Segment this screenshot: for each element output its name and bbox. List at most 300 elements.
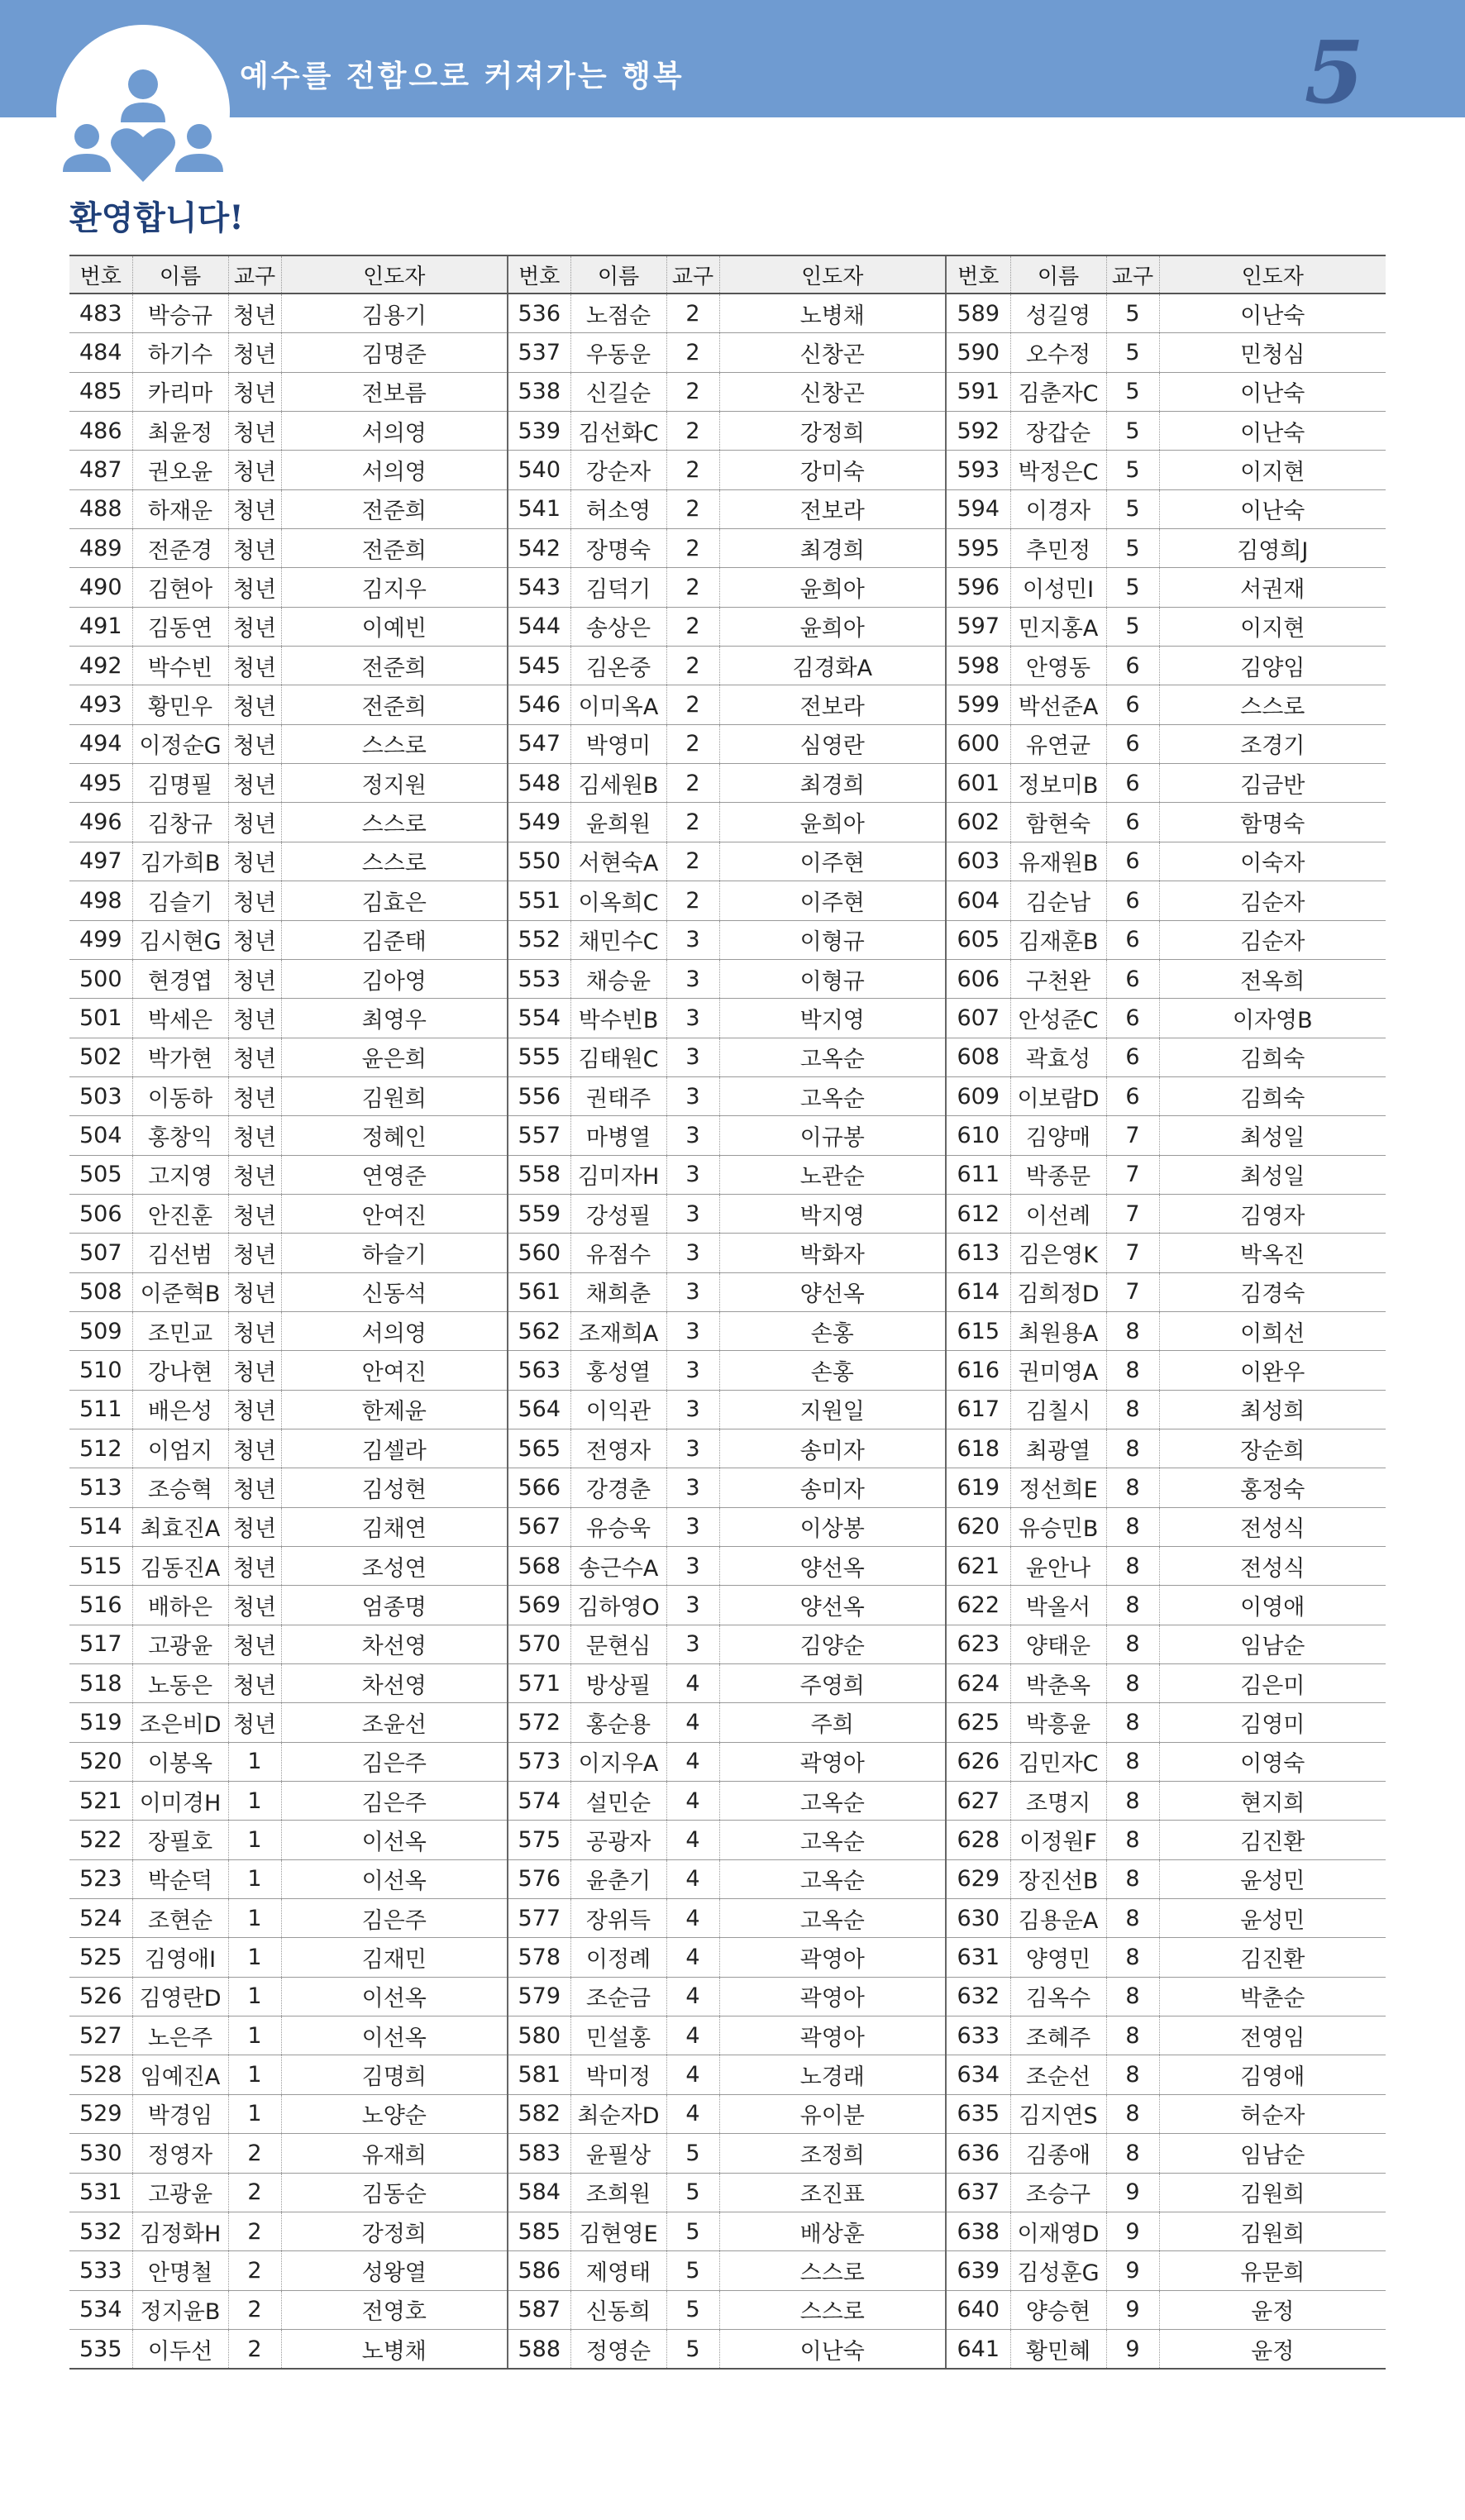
member-name: 박가현 (132, 1038, 228, 1076)
member-guide: 이주현 (719, 881, 946, 920)
member-parish: 8 (1106, 1664, 1159, 1703)
member-number: 637 (946, 2173, 1010, 2212)
member-parish: 5 (1106, 607, 1159, 646)
member-name: 고지영 (132, 1155, 228, 1194)
member-number: 494 (69, 724, 132, 763)
member-name: 고광윤 (132, 1625, 228, 1663)
member-name: 김선화C (570, 412, 666, 451)
table-row (69, 294, 1386, 333)
member-number: 603 (946, 842, 1010, 881)
member-number: 621 (946, 1547, 1010, 1586)
member-name: 김순남 (1010, 881, 1106, 920)
member-name: 권미영A (1010, 1351, 1106, 1390)
member-number: 492 (69, 647, 132, 685)
member-number: 540 (508, 451, 570, 489)
member-name: 박경임 (132, 2094, 228, 2133)
member-guide: 스스로 (281, 842, 508, 881)
member-number: 485 (69, 372, 132, 411)
member-name: 김세원B (570, 764, 666, 803)
member-parish: 6 (1106, 724, 1159, 763)
member-guide: 조윤선 (281, 1703, 508, 1742)
member-number: 547 (508, 724, 570, 763)
member-guide: 이규봉 (719, 1116, 946, 1155)
member-parish: 3 (666, 1272, 719, 1311)
member-number: 491 (69, 607, 132, 646)
member-number: 518 (69, 1664, 132, 1703)
member-number: 591 (946, 372, 1010, 411)
member-parish: 2 (666, 764, 719, 803)
member-parish: 2 (666, 333, 719, 372)
member-number: 511 (69, 1390, 132, 1429)
member-name: 김덕기 (570, 568, 666, 607)
member-number: 627 (946, 1782, 1010, 1821)
member-guide: 곽영아 (719, 2016, 946, 2055)
member-name: 유연균 (1010, 724, 1106, 763)
member-number: 507 (69, 1234, 132, 1272)
member-guide: 최성일 (1159, 1116, 1386, 1155)
member-number: 631 (946, 1938, 1010, 1977)
member-parish: 2 (666, 294, 719, 333)
member-guide: 김은미 (1159, 1664, 1386, 1703)
member-guide: 김은주 (281, 1742, 508, 1781)
member-parish: 9 (1106, 2173, 1159, 2212)
header-name: 이름 (1010, 255, 1106, 294)
member-name: 홍순용 (570, 1703, 666, 1742)
member-number: 528 (69, 2055, 132, 2094)
member-guide: 강정희 (719, 412, 946, 451)
member-guide: 김지우 (281, 568, 508, 607)
member-number: 486 (69, 412, 132, 451)
member-guide: 이형규 (719, 959, 946, 998)
member-name: 김용운A (1010, 1899, 1106, 1938)
member-parish: 3 (666, 1351, 719, 1390)
member-number: 580 (508, 2016, 570, 2055)
member-name: 이경자 (1010, 489, 1106, 528)
member-parish: 4 (666, 1782, 719, 1821)
member-guide: 이선옥 (281, 2016, 508, 2055)
member-guide: 김순자 (1159, 920, 1386, 959)
member-guide: 윤희아 (719, 568, 946, 607)
member-name: 김칠시 (1010, 1390, 1106, 1429)
member-name: 권태주 (570, 1076, 666, 1115)
member-parish: 5 (1106, 412, 1159, 451)
member-parish: 청년 (228, 412, 281, 451)
member-name: 방상필 (570, 1664, 666, 1703)
member-name: 황민우 (132, 685, 228, 724)
member-parish: 4 (666, 1703, 719, 1742)
table-row (69, 2251, 1386, 2290)
member-guide: 이난숙 (1159, 294, 1386, 333)
member-name: 함현숙 (1010, 803, 1106, 842)
member-name: 김종애 (1010, 2134, 1106, 2173)
member-number: 590 (946, 333, 1010, 372)
member-name: 박올서 (1010, 1586, 1106, 1625)
member-parish: 1 (228, 1782, 281, 1821)
member-name: 채승윤 (570, 959, 666, 998)
member-guide: 전준희 (281, 489, 508, 528)
member-guide: 이선옥 (281, 1821, 508, 1859)
member-parish: 청년 (228, 294, 281, 333)
member-name: 김명필 (132, 764, 228, 803)
member-number: 498 (69, 881, 132, 920)
member-number: 624 (946, 1664, 1010, 1703)
member-name: 이미옥A (570, 685, 666, 724)
table-row (69, 2094, 1386, 2133)
member-number: 574 (508, 1782, 570, 1821)
member-parish: 6 (1106, 959, 1159, 998)
table-row (69, 803, 1386, 842)
member-number: 559 (508, 1194, 570, 1233)
member-name: 최원용A (1010, 1311, 1106, 1350)
member-name: 하기수 (132, 333, 228, 372)
member-number: 503 (69, 1076, 132, 1115)
member-guide: 김재민 (281, 1938, 508, 1977)
member-parish: 8 (1106, 1859, 1159, 1898)
table-row (69, 529, 1386, 568)
member-name: 홍창익 (132, 1116, 228, 1155)
member-name: 조혜주 (1010, 2016, 1106, 2055)
table-row (69, 764, 1386, 803)
member-parish: 1 (228, 1977, 281, 2016)
member-parish: 7 (1106, 1116, 1159, 1155)
member-name: 김영애I (132, 1938, 228, 1977)
member-number: 565 (508, 1429, 570, 1468)
member-guide: 고옥순 (719, 1821, 946, 1859)
member-name: 정선희E (1010, 1468, 1106, 1507)
member-guide: 조경기 (1159, 724, 1386, 763)
member-number: 563 (508, 1351, 570, 1390)
member-guide: 이상봉 (719, 1507, 946, 1546)
member-number: 556 (508, 1076, 570, 1115)
member-guide: 차선영 (281, 1664, 508, 1703)
member-guide: 조정희 (719, 2134, 946, 2173)
member-guide: 차선영 (281, 1625, 508, 1663)
member-parish: 8 (1106, 1625, 1159, 1663)
member-name: 강경춘 (570, 1468, 666, 1507)
member-number: 592 (946, 412, 1010, 451)
member-guide: 이난숙 (1159, 372, 1386, 411)
member-guide: 이난숙 (719, 2329, 946, 2369)
member-number: 497 (69, 842, 132, 881)
member-number: 575 (508, 1821, 570, 1859)
table-row (69, 1586, 1386, 1625)
member-name: 장진선B (1010, 1859, 1106, 1898)
member-number: 593 (946, 451, 1010, 489)
member-name: 김재훈B (1010, 920, 1106, 959)
member-guide: 곽영아 (719, 1742, 946, 1781)
table-row (69, 372, 1386, 411)
member-name: 노은주 (132, 2016, 228, 2055)
member-parish: 청년 (228, 1468, 281, 1507)
member-name: 이정순G (132, 724, 228, 763)
welcome-heading: 환영합니다! (69, 198, 244, 237)
member-parish: 6 (1106, 999, 1159, 1038)
member-number: 589 (946, 294, 1010, 333)
member-guide: 한제윤 (281, 1390, 508, 1429)
table-row (69, 1507, 1386, 1546)
member-name: 공광자 (570, 1821, 666, 1859)
member-name: 이선례 (1010, 1194, 1106, 1233)
member-parish: 2 (666, 724, 719, 763)
member-name: 최효진A (132, 1507, 228, 1546)
member-name: 이성민I (1010, 568, 1106, 607)
member-number: 512 (69, 1429, 132, 1468)
member-name: 제영태 (570, 2251, 666, 2290)
table-row (69, 489, 1386, 528)
member-parish: 7 (1106, 1234, 1159, 1272)
member-parish: 1 (228, 1859, 281, 1898)
member-guide: 고옥순 (719, 1859, 946, 1898)
member-name: 이두선 (132, 2329, 228, 2369)
member-guide: 엄종명 (281, 1586, 508, 1625)
member-guide: 김준태 (281, 920, 508, 959)
member-number: 552 (508, 920, 570, 959)
member-number: 598 (946, 647, 1010, 685)
member-guide: 김원희 (281, 1076, 508, 1115)
member-parish: 9 (1106, 2251, 1159, 2290)
member-parish: 청년 (228, 1038, 281, 1076)
member-name: 성길영 (1010, 294, 1106, 333)
member-guide: 김은주 (281, 1782, 508, 1821)
member-number: 581 (508, 2055, 570, 2094)
member-name: 안명철 (132, 2251, 228, 2290)
member-parish: 청년 (228, 920, 281, 959)
member-parish: 9 (1106, 2212, 1159, 2250)
member-number: 561 (508, 1272, 570, 1311)
member-parish: 4 (666, 1742, 719, 1781)
member-name: 송근수A (570, 1547, 666, 1586)
member-parish: 5 (1106, 529, 1159, 568)
member-parish: 청년 (228, 1311, 281, 1350)
member-guide: 심영란 (719, 724, 946, 763)
member-name: 구천완 (1010, 959, 1106, 998)
member-number: 599 (946, 685, 1010, 724)
member-number: 635 (946, 2094, 1010, 2133)
member-guide: 노병채 (719, 294, 946, 333)
member-number: 628 (946, 1821, 1010, 1859)
member-name: 김태원C (570, 1038, 666, 1076)
member-parish: 8 (1106, 2055, 1159, 2094)
member-parish: 청년 (228, 1664, 281, 1703)
member-guide: 고옥순 (719, 1076, 946, 1115)
member-parish: 6 (1106, 803, 1159, 842)
member-parish: 1 (228, 2094, 281, 2133)
member-number: 579 (508, 1977, 570, 2016)
header-number: 번호 (946, 255, 1010, 294)
member-guide: 전보라 (719, 489, 946, 528)
member-name: 채민수C (570, 920, 666, 959)
member-guide: 박지영 (719, 999, 946, 1038)
member-parish: 청년 (228, 764, 281, 803)
member-parish: 6 (1106, 920, 1159, 959)
member-parish: 9 (1106, 2290, 1159, 2329)
table-row (69, 2329, 1386, 2369)
member-parish: 청년 (228, 451, 281, 489)
member-parish: 5 (1106, 294, 1159, 333)
member-parish: 3 (666, 1076, 719, 1115)
member-name: 유승민B (1010, 1507, 1106, 1546)
member-name: 이정원F (1010, 1821, 1106, 1859)
member-number: 508 (69, 1272, 132, 1311)
member-number: 596 (946, 568, 1010, 607)
member-parish: 5 (666, 2251, 719, 2290)
member-number: 495 (69, 764, 132, 803)
member-name: 양영민 (1010, 1938, 1106, 1977)
member-parish: 2 (666, 529, 719, 568)
member-guide: 윤정 (1159, 2329, 1386, 2369)
member-parish: 8 (1106, 1429, 1159, 1468)
member-name: 홍성열 (570, 1351, 666, 1390)
member-guide: 고옥순 (719, 1038, 946, 1076)
member-name: 조명지 (1010, 1782, 1106, 1821)
member-guide: 전보라 (719, 685, 946, 724)
member-parish: 청년 (228, 1586, 281, 1625)
member-name: 노동은 (132, 1664, 228, 1703)
member-name: 김정화H (132, 2212, 228, 2250)
member-name: 박종문 (1010, 1155, 1106, 1194)
table-row (69, 412, 1386, 451)
member-parish: 청년 (228, 1429, 281, 1468)
member-guide: 최경희 (719, 764, 946, 803)
member-guide: 전준희 (281, 647, 508, 685)
member-parish: 6 (1106, 1038, 1159, 1076)
member-guide: 노경래 (719, 2055, 946, 2094)
member-name: 안진훈 (132, 1194, 228, 1233)
member-guide: 김양순 (719, 1625, 946, 1663)
member-guide: 이지현 (1159, 607, 1386, 646)
member-number: 523 (69, 1859, 132, 1898)
member-number: 505 (69, 1155, 132, 1194)
member-guide: 윤희아 (719, 607, 946, 646)
member-name: 박수빈 (132, 647, 228, 685)
member-guide: 곽영아 (719, 1977, 946, 2016)
member-name: 권오윤 (132, 451, 228, 489)
member-parish: 8 (1106, 1586, 1159, 1625)
member-guide: 김효은 (281, 881, 508, 920)
member-parish: 3 (666, 1038, 719, 1076)
member-parish: 청년 (228, 1116, 281, 1155)
member-number: 595 (946, 529, 1010, 568)
member-parish: 5 (666, 2134, 719, 2173)
member-name: 양승현 (1010, 2290, 1106, 2329)
member-guide: 손홍 (719, 1351, 946, 1390)
member-guide: 스스로 (281, 724, 508, 763)
member-number: 600 (946, 724, 1010, 763)
member-guide: 이희선 (1159, 1311, 1386, 1350)
member-parish: 8 (1106, 1547, 1159, 1586)
member-guide: 전성식 (1159, 1547, 1386, 1586)
member-name: 김은영K (1010, 1234, 1106, 1272)
member-guide: 김진환 (1159, 1821, 1386, 1859)
member-parish: 청년 (228, 1234, 281, 1272)
table-row (69, 1977, 1386, 2016)
member-name: 강성필 (570, 1194, 666, 1233)
member-name: 김양매 (1010, 1116, 1106, 1155)
member-number: 615 (946, 1311, 1010, 1350)
member-parish: 5 (1106, 333, 1159, 372)
member-guide: 배상훈 (719, 2212, 946, 2250)
member-number: 493 (69, 685, 132, 724)
member-guide: 정지원 (281, 764, 508, 803)
member-number: 557 (508, 1116, 570, 1155)
member-number: 641 (946, 2329, 1010, 2369)
member-guide: 김동순 (281, 2173, 508, 2212)
member-number: 555 (508, 1038, 570, 1076)
table-row (69, 1155, 1386, 1194)
member-name: 이익관 (570, 1390, 666, 1429)
member-number: 577 (508, 1899, 570, 1938)
member-parish: 4 (666, 2094, 719, 2133)
member-name: 안성준C (1010, 999, 1106, 1038)
member-guide: 김진환 (1159, 1938, 1386, 1977)
table-row (69, 1311, 1386, 1350)
member-number: 545 (508, 647, 570, 685)
member-name: 이미경H (132, 1782, 228, 1821)
member-guide: 전준희 (281, 529, 508, 568)
member-number: 504 (69, 1116, 132, 1155)
member-parish: 3 (666, 1547, 719, 1586)
member-name: 김지연S (1010, 2094, 1106, 2133)
member-guide: 주희 (719, 1703, 946, 1742)
member-number: 500 (69, 959, 132, 998)
member-parish: 2 (228, 2212, 281, 2250)
member-parish: 2 (666, 489, 719, 528)
member-guide: 김희숙 (1159, 1076, 1386, 1115)
member-name: 정지윤B (132, 2290, 228, 2329)
member-name: 김희정D (1010, 1272, 1106, 1311)
member-parish: 청년 (228, 1703, 281, 1742)
member-number: 549 (508, 803, 570, 842)
member-name: 황민혜 (1010, 2329, 1106, 2369)
member-number: 604 (946, 881, 1010, 920)
member-parish: 1 (228, 2016, 281, 2055)
member-parish: 2 (228, 2134, 281, 2173)
table-row (69, 2290, 1386, 2329)
member-number: 571 (508, 1664, 570, 1703)
member-number: 489 (69, 529, 132, 568)
member-parish: 6 (1106, 881, 1159, 920)
member-guide: 김영희J (1159, 529, 1386, 568)
member-guide: 고옥순 (719, 1899, 946, 1938)
member-guide: 이형규 (719, 920, 946, 959)
member-number: 506 (69, 1194, 132, 1233)
member-number: 606 (946, 959, 1010, 998)
member-name: 장필호 (132, 1821, 228, 1859)
table-row (69, 685, 1386, 724)
member-name: 배은성 (132, 1390, 228, 1429)
member-number: 560 (508, 1234, 570, 1272)
member-name: 윤안나 (1010, 1547, 1106, 1586)
member-parish: 8 (1106, 2016, 1159, 2055)
member-guide: 장순희 (1159, 1429, 1386, 1468)
member-parish: 3 (666, 1429, 719, 1468)
member-guide: 양선옥 (719, 1586, 946, 1625)
member-guide: 양선옥 (719, 1547, 946, 1586)
member-guide: 신창곤 (719, 333, 946, 372)
member-number: 612 (946, 1194, 1010, 1233)
member-name: 이동하 (132, 1076, 228, 1115)
member-number: 501 (69, 999, 132, 1038)
header-name: 이름 (570, 255, 666, 294)
member-parish: 8 (1106, 1311, 1159, 1350)
member-name: 김선범 (132, 1234, 228, 1272)
member-number: 483 (69, 294, 132, 333)
member-name: 오수정 (1010, 333, 1106, 372)
member-parish: 8 (1106, 1782, 1159, 1821)
member-number: 634 (946, 2055, 1010, 2094)
member-name: 조민교 (132, 1311, 228, 1350)
member-name: 박영미 (570, 724, 666, 763)
